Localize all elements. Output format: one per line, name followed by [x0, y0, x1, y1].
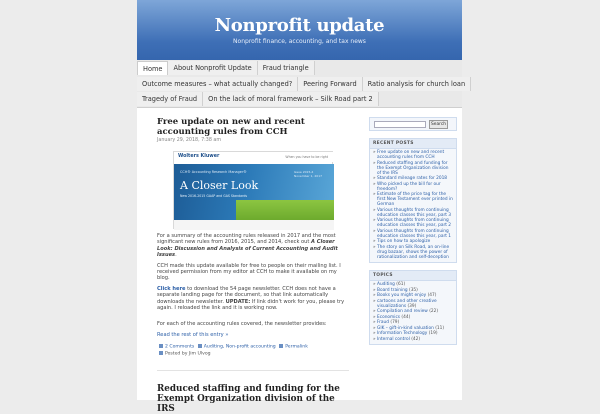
banner-header — [174, 152, 334, 162]
topic-item[interactable] — [373, 331, 453, 336]
page-navigation — [137, 60, 466, 108]
post-title-2[interactable]: Reduced staffing and funding for the Exempt Organization division of the IRS — [157, 384, 340, 414]
topic-count: (39) — [407, 303, 417, 309]
post-paragraph-1 — [157, 233, 349, 259]
para3-text: to download the 54 page newsletter. CCH does not have a separate landing page for the document, so that link automatically downloads the newsletter. — [157, 285, 336, 305]
recent-post-item[interactable]: » Various thoughts from continuing education classes this year, part 1 — [373, 229, 453, 239]
topic-name[interactable]: Auditing — [377, 282, 395, 287]
topic-name[interactable]: Compilation and review — [377, 309, 428, 314]
nav-item-silk-road-part-2[interactable]: On the lack of moral framework – Silk Road part 2 — [203, 92, 379, 106]
recent-post-item[interactable]: » The story on Silk Road, an on-line drug bazaar, shows the power of rationalization and self-deception — [373, 245, 453, 260]
blog-header — [137, 0, 462, 60]
para1-end: . — [175, 252, 177, 259]
topic-item[interactable] — [373, 282, 453, 287]
nav-item-fraud-triangle[interactable]: Fraud triangle — [258, 61, 315, 75]
banner-subtitle: New 2016-2015 GAAP and GAS Standards — [180, 194, 248, 198]
topics-widget — [369, 270, 457, 345]
newsletter-title: A Closer Look: Discussion and Analysis of Current Accounting and Audit Issues — [157, 239, 338, 259]
topic-item[interactable] — [373, 326, 453, 331]
para1-text: For a summary of the accounting rules released in 2017 and the most significant new rules from 2016, 2015, and 2014, check out — [157, 233, 336, 246]
nav-item-home[interactable]: Home — [137, 61, 168, 75]
recent-post-item[interactable]: » Various thoughts from continuing education classes this year, part 2 — [373, 218, 453, 228]
post-meta — [157, 344, 349, 358]
topics-title: TOPICS — [370, 271, 456, 281]
post-meta-row — [157, 344, 349, 351]
permalink-link[interactable]: Permalink — [285, 344, 308, 350]
nav-row-2 — [137, 77, 466, 92]
topic-name[interactable]: Internal control — [377, 336, 410, 342]
recent-posts-list — [370, 149, 456, 262]
search-widget — [369, 117, 457, 131]
closer-look-banner-image[interactable] — [173, 151, 333, 229]
search-input[interactable] — [374, 121, 426, 128]
topic-count: (47) — [427, 293, 437, 298]
banner-footer — [174, 220, 334, 230]
banner-green-band — [236, 200, 334, 222]
topic-count: (11) — [435, 325, 445, 331]
topic-item[interactable] — [373, 299, 453, 309]
topic-count: (19) — [428, 331, 438, 336]
posted-by-row — [157, 351, 349, 358]
nav-item-outcome-measures[interactable]: Outcome measures – what actually changed? — [137, 77, 298, 91]
read-more-link[interactable]: Read the rest of this entry » — [157, 331, 229, 338]
topic-count: (61) — [396, 282, 406, 287]
main-content — [157, 117, 349, 358]
topic-name[interactable]: cartoons and other creative visualizations — [377, 298, 437, 309]
topic-item[interactable] — [373, 315, 453, 320]
topic-name[interactable]: GIK – gift-in-kind valuation — [377, 325, 434, 331]
post-title[interactable]: Free update on new and recent accounting rules from CCH — [157, 117, 305, 137]
recent-posts-title: RECENT POSTS — [370, 139, 456, 149]
recent-post-item[interactable]: » Who picked up the bill for our freedom? — [373, 182, 453, 192]
para3-text-2: If link didn't work for you, please try again. I reloaded the link and it is working now. — [157, 298, 345, 312]
post-paragraph-3 — [157, 286, 349, 312]
topic-count: (79) — [390, 320, 400, 325]
nav-item-about[interactable]: About Nonprofit Update — [168, 61, 257, 75]
nav-row-3 — [137, 92, 462, 107]
wolters-kluwer-logo: Wolters Kluwer — [178, 154, 220, 159]
nav-item-peering-forward[interactable]: Peering Forward — [298, 77, 362, 91]
topic-item[interactable] — [373, 293, 453, 298]
blog-title[interactable]: Nonprofit update — [214, 15, 385, 36]
post-paragraph-2: CCH made this update available for free to people on their mailing list. I received permission from my editor at CCH to make it available on my blog. — [157, 262, 341, 282]
link-icon — [279, 344, 283, 348]
nav-item-ratio-analysis[interactable]: Ratio analysis for church loan — [363, 77, 472, 91]
banner-headline: A Closer Look — [180, 179, 259, 192]
posted-by-text: Posted by Jim Ulvog — [165, 351, 211, 357]
comment-icon — [159, 344, 163, 348]
folder-icon — [198, 344, 202, 348]
banner-product-name: CCH® Accounting Research Manager® — [180, 170, 247, 174]
comments-link[interactable]: 2 Comments — [165, 344, 195, 350]
topic-item[interactable] — [373, 309, 453, 314]
sidebar — [369, 117, 457, 345]
topic-item[interactable] — [373, 337, 453, 342]
topic-name[interactable]: Economics — [377, 314, 401, 320]
recent-post-item[interactable]: » Various thoughts from continuing education classes this year, part 3 — [373, 208, 453, 218]
topic-name[interactable]: Board training — [377, 287, 408, 293]
topic-item[interactable] — [373, 320, 453, 325]
post-date: January 29, 2018, 7:38 am — [157, 138, 222, 143]
topic-name[interactable]: Information Technology — [377, 331, 428, 336]
banner-issue-date: Issue 2015-4 November 1, 2017 — [294, 170, 323, 178]
read-more-paragraph — [157, 332, 349, 338]
post-divider — [157, 370, 349, 371]
topics-list — [370, 281, 456, 344]
recent-post-item[interactable]: » Estimate of the price tag for the first New Testament ever printed in German — [373, 192, 453, 207]
topic-count: (22) — [429, 309, 439, 314]
page-container — [137, 0, 466, 414]
topic-name[interactable]: Fraud — [377, 320, 390, 325]
topic-count: (35) — [409, 287, 418, 293]
recent-posts-widget — [369, 138, 457, 263]
recent-post-item[interactable]: » Tips on how to apologize — [373, 239, 453, 244]
download-link[interactable]: Click here — [157, 285, 186, 292]
search-button[interactable]: Search — [430, 122, 447, 127]
update-label: UPDATE: — [225, 298, 251, 305]
post-paragraph-4: For each of the accounting rules covered, the newsletter provides: — [157, 321, 327, 328]
user-icon — [159, 351, 163, 355]
blog-description: Nonprofit finance, accounting, and tax news — [233, 38, 366, 45]
topic-item[interactable] — [373, 288, 453, 293]
recent-post-item[interactable]: » Standard mileage rates for 2018 — [373, 176, 453, 181]
topic-count: (42) — [411, 336, 421, 342]
topic-count: (44) — [401, 314, 411, 320]
topic-name[interactable]: Books you might enjoy — [377, 293, 427, 298]
nav-row-1 — [137, 61, 462, 76]
recent-post-item[interactable]: » Free update on new and recent accounting rules from CCH — [373, 150, 453, 160]
banner-tagline: When you have to be right — [285, 155, 328, 159]
nav-item-tragedy-of-fraud[interactable]: Tragedy of Fraud — [137, 92, 203, 106]
recent-post-item[interactable]: » Reduced staffing and funding for the Exempt Organization division of the IRS — [373, 161, 453, 176]
categories-link[interactable]: Auditing, Non-profit accounting — [203, 344, 276, 350]
